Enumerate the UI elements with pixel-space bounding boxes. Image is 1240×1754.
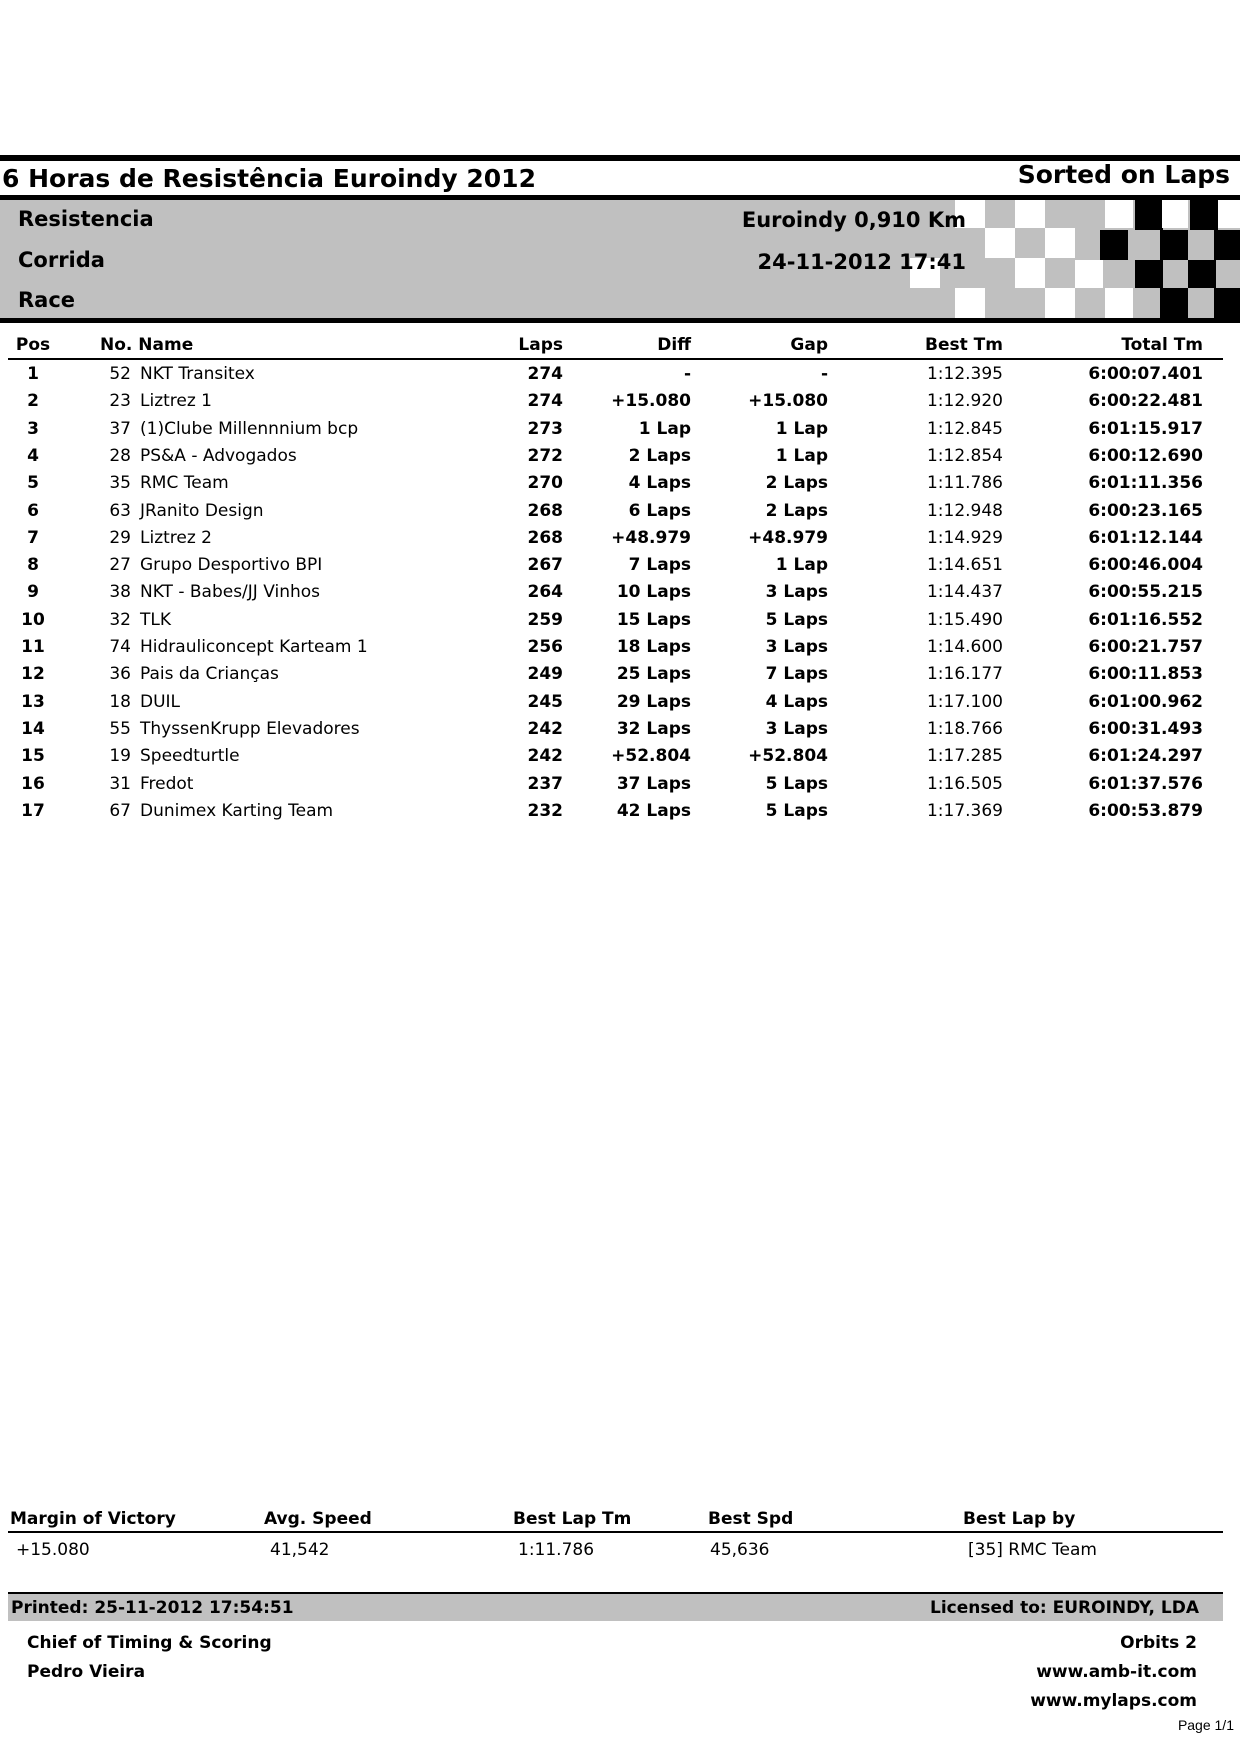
name-cell: TLK [140,609,172,630]
table-row [8,582,1223,609]
total-cell: 6:01:24.297 [1088,746,1203,767]
name-cell: Liztrez 1 [140,391,213,412]
summary-header [8,1505,1223,1533]
diff-cell: 1 Lap [638,418,691,439]
pos-cell: 1 [27,364,39,384]
number-cell: 36 [109,664,131,685]
col-best: Best Tm [925,335,1003,355]
avg-speed-label: Avg. Speed [264,1509,372,1529]
total-cell: 6:00:22.481 [1088,391,1203,412]
number-cell: 55 [109,718,131,739]
chief-name: Pedro Vieira [27,1662,146,1682]
diff-cell: 6 Laps [628,500,691,521]
diff-cell: 7 Laps [628,555,691,576]
name-cell: RMC Team [140,473,229,494]
table-row [8,774,1223,801]
name-cell: Liztrez 2 [140,527,213,548]
sort-label: Sorted on Laps [1017,160,1230,189]
gap-cell: +15.080 [748,391,828,412]
diff-cell: +48.979 [611,527,691,548]
best-cell: 1:14.600 [926,637,1003,657]
diff-cell: - [683,364,691,384]
best-lap-value: 1:11.786 [518,1540,595,1560]
number-cell: 38 [109,582,131,603]
pos-cell: 2 [27,391,39,412]
best-cell: 1:12.854 [926,445,1003,466]
session-name: Corrida [18,248,105,272]
col-total: Total Tm [1121,335,1203,355]
pos-cell: 11 [21,637,45,657]
laps-cell: 264 [527,582,563,603]
col-diff: Diff [657,335,691,355]
diff-cell: 42 Laps [616,800,691,821]
pos-cell: 14 [21,718,45,739]
page-number: Page 1/1 [1177,1717,1234,1733]
diff-cell: 29 Laps [616,691,691,712]
name-cell: Dunimex Karting Team [140,800,334,821]
name-cell: (1)Clube Millennnium bcp [140,418,359,439]
best-cell: 1:17.369 [926,800,1003,821]
gap-cell: 3 Laps [765,637,828,657]
best-spd-label: Best Spd [708,1509,794,1529]
laps-cell: 245 [527,691,563,712]
gap-cell: 5 Laps [765,773,828,794]
diff-cell: +52.804 [611,746,691,767]
name-cell: PS&A - Advogados [140,445,297,466]
printed-date: Printed: 25-11-2012 17:54:51 [11,1598,294,1618]
name-cell: Hidrauliconcept Karteam 1 [140,637,368,657]
total-cell: 6:00:31.493 [1088,718,1203,739]
table-row [8,555,1223,582]
gap-cell: 4 Laps [765,691,828,712]
pos-cell: 5 [27,473,39,494]
pos-cell: 16 [21,773,45,794]
total-cell: 6:00:11.853 [1088,664,1203,685]
header-bottom-rule [0,318,1240,323]
diff-cell: 15 Laps [616,609,691,630]
footer-bar [8,1592,1223,1621]
total-cell: 6:00:53.879 [1088,800,1203,821]
laps-cell: 232 [527,800,563,821]
number-cell: 19 [109,746,131,767]
diff-cell: 10 Laps [616,582,691,603]
table-row [8,473,1223,500]
number-cell: 27 [109,555,131,576]
table-row [8,637,1223,664]
col-laps: Laps [518,335,563,355]
laps-cell: 273 [527,418,563,439]
table-row [8,419,1223,446]
laps-cell: 259 [527,609,563,630]
total-cell: 6:01:15.917 [1088,418,1203,439]
laps-cell: 274 [527,364,563,384]
col-no-name: No. Name [100,335,194,355]
best-cell: 1:16.505 [926,773,1003,794]
number-cell: 28 [109,445,131,466]
best-cell: 1:18.766 [926,718,1003,739]
best-cell: 1:15.490 [926,609,1003,630]
name-cell: Pais da Crianças [140,664,279,685]
pos-cell: 7 [27,527,39,548]
margin-label: Margin of Victory [10,1509,176,1529]
pos-cell: 3 [27,418,39,439]
table-row [8,719,1223,746]
pos-cell: 9 [27,582,39,603]
laps-cell: 274 [527,391,563,412]
gap-cell: 2 Laps [765,473,828,494]
gap-cell: 1 Lap [775,555,828,576]
number-cell: 32 [109,609,131,630]
total-cell: 6:01:12.144 [1088,527,1203,548]
gap-cell: 5 Laps [765,609,828,630]
best-lap-label: Best Lap Tm [513,1509,632,1529]
diff-cell: +15.080 [611,391,691,412]
table-row [8,746,1223,773]
margin-value: +15.080 [16,1540,90,1560]
pos-cell: 13 [21,691,45,712]
name-cell: Grupo Desportivo BPI [140,555,323,576]
best-cell: 1:12.920 [926,391,1003,412]
race-datetime: 24-11-2012 17:41 [757,250,966,274]
best-cell: 1:17.285 [926,746,1003,767]
total-cell: 6:01:11.356 [1088,473,1203,494]
col-gap: Gap [790,335,828,355]
session-type: Race [18,288,76,312]
best-cell: 1:12.845 [926,418,1003,439]
name-cell: Speedturtle [140,746,240,767]
laps-cell: 268 [527,527,563,548]
name-cell: ThyssenKrupp Elevadores [140,718,360,739]
best-cell: 1:16.177 [926,664,1003,685]
table-row [8,364,1223,391]
total-cell: 6:00:21.757 [1088,637,1203,657]
best-lap-by-value: [35] RMC Team [968,1540,1097,1560]
laps-cell: 272 [527,445,563,466]
page-title: 6 Horas de Resistência Euroindy 2012 [2,164,536,193]
website-link-amb[interactable]: www.amb-it.com [1036,1662,1197,1682]
best-cell: 1:14.929 [926,527,1003,548]
number-cell: 18 [109,691,131,712]
gap-cell: 5 Laps [765,800,828,821]
laps-cell: 237 [527,773,563,794]
website-link-mylaps[interactable]: www.mylaps.com [1030,1691,1197,1711]
license-info: Licensed to: EUROINDY, LDA [930,1598,1199,1618]
track-name: Euroindy 0,910 Km [741,208,966,232]
best-cell: 1:14.437 [926,582,1003,603]
table-row [8,610,1223,637]
diff-cell: 25 Laps [616,664,691,685]
table-row [8,528,1223,555]
number-cell: 67 [109,800,131,821]
diff-cell: 37 Laps [616,773,691,794]
number-cell: 23 [109,391,131,412]
table-row [8,501,1223,528]
pos-cell: 12 [21,664,45,685]
total-cell: 6:00:23.165 [1088,500,1203,521]
laps-cell: 249 [527,664,563,685]
table-row [8,446,1223,473]
gap-cell: 1 Lap [775,418,828,439]
table-row [8,801,1223,828]
chief-title: Chief of Timing & Scoring [27,1633,272,1653]
pos-cell: 4 [27,445,39,466]
name-cell: DUIL [140,691,181,712]
best-lap-by-label: Best Lap by [963,1509,1076,1529]
best-cell: 1:17.100 [926,691,1003,712]
gap-cell: +52.804 [748,746,828,767]
laps-cell: 242 [527,746,563,767]
number-cell: 35 [109,473,131,494]
name-cell: NKT - Babes/JJ Vinhos [140,582,321,603]
number-cell: 29 [109,527,131,548]
pos-cell: 6 [27,500,39,521]
best-cell: 1:11.786 [926,473,1003,494]
gap-cell: 3 Laps [765,582,828,603]
name-cell: NKT Transitex [140,364,255,384]
diff-cell: 18 Laps [616,637,691,657]
table-row [8,692,1223,719]
diff-cell: 2 Laps [628,445,691,466]
laps-cell: 270 [527,473,563,494]
pos-cell: 8 [27,555,39,576]
best-cell: 1:12.395 [926,364,1003,384]
number-cell: 74 [109,637,131,657]
number-cell: 63 [109,500,131,521]
results-table-header [8,332,1223,360]
laps-cell: 267 [527,555,563,576]
gap-cell: +48.979 [748,527,828,548]
table-row [8,391,1223,418]
number-cell: 31 [109,773,131,794]
total-cell: 6:01:37.576 [1088,773,1203,794]
total-cell: 6:00:55.215 [1088,582,1203,603]
laps-cell: 268 [527,500,563,521]
gap-cell: 1 Lap [775,445,828,466]
pos-cell: 10 [21,609,45,630]
gap-cell: 3 Laps [765,718,828,739]
gap-cell: 7 Laps [765,664,828,685]
total-cell: 6:00:07.401 [1088,364,1203,384]
diff-cell: 32 Laps [616,718,691,739]
avg-speed-value: 41,542 [270,1540,330,1560]
number-cell: 52 [109,364,131,384]
laps-cell: 256 [527,637,563,657]
gap-cell: 2 Laps [765,500,828,521]
name-cell: JRanito Design [140,500,264,521]
name-cell: Fredot [140,773,194,794]
best-cell: 1:12.948 [926,500,1003,521]
best-cell: 1:14.651 [926,555,1003,576]
number-cell: 37 [109,418,131,439]
pos-cell: 17 [21,800,45,821]
col-pos: Pos [15,335,51,355]
laps-cell: 242 [527,718,563,739]
software-name: Orbits 2 [1120,1633,1197,1653]
best-spd-value: 45,636 [710,1540,770,1560]
total-cell: 6:00:12.690 [1088,445,1203,466]
summary-values [8,1540,1223,1566]
pos-cell: 15 [21,746,45,767]
total-cell: 6:01:16.552 [1088,609,1203,630]
event-name: Resistencia [18,207,154,231]
gap-cell: - [820,364,828,384]
diff-cell: 4 Laps [628,473,691,494]
total-cell: 6:00:46.004 [1088,555,1203,576]
total-cell: 6:01:00.962 [1088,691,1203,712]
table-row [8,664,1223,691]
